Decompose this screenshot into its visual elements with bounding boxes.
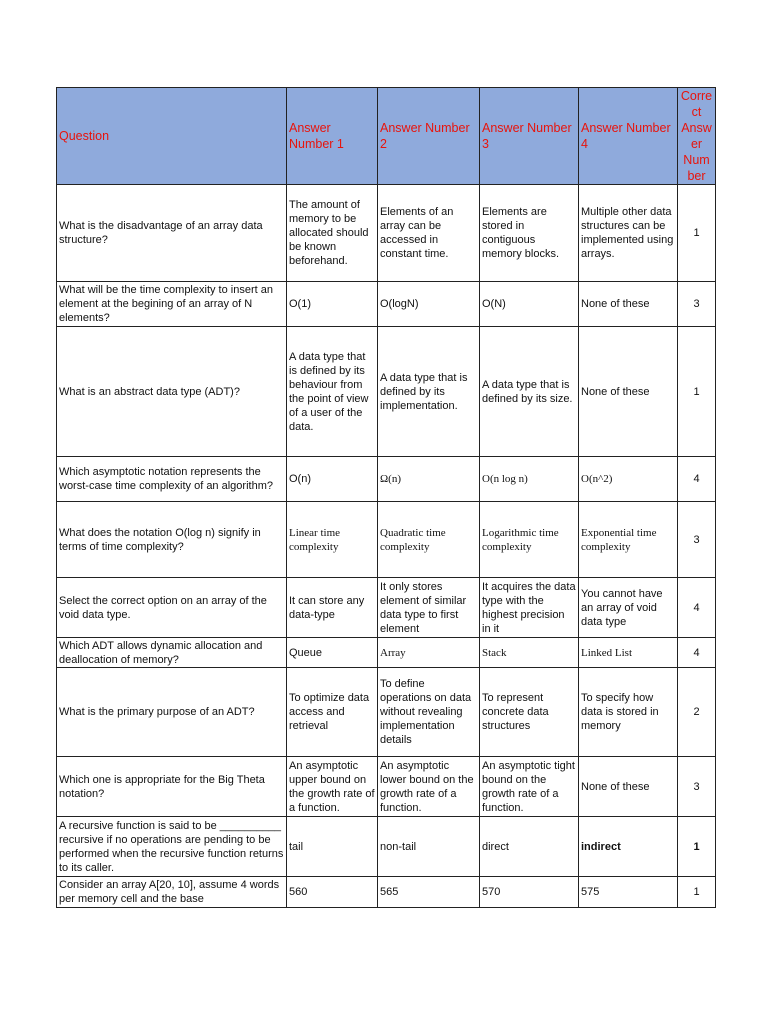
header-question: Question [57,88,287,185]
answer-2-cell: non-tail [378,817,480,877]
correct-answer-cell: 1 [678,327,716,457]
header-answer-4: Answer Number 4 [579,88,678,185]
answer-3-cell: 570 [480,877,579,908]
answer-2-cell: It only stores element of similar data type to first element [378,578,480,638]
answer-4-cell: To specify how data is stored in memory [579,668,678,757]
answer-4-cell: Multiple other data structures can be implemented using arrays. [579,185,678,282]
question-cell: Which asymptotic notation represents the worst-case time complexity of an algorithm? [57,457,287,502]
answer-1-cell: An asymptotic upper bound on the growth rate of a function. [287,757,378,817]
correct-answer-cell: 2 [678,668,716,757]
table-row [57,502,716,578]
correct-answer-cell: 1 [678,817,716,877]
answer-4-cell: None of these [579,282,678,327]
answer-3-cell: O(n log n) [480,457,579,502]
answer-1-cell: O(1) [287,282,378,327]
question-cell: Which ADT allows dynamic allocation and deallocation of memory? [57,638,287,668]
header-answer-2: Answer Number 2 [378,88,480,185]
answer-2-cell: O(logN) [378,282,480,327]
header-answer-3: Answer Number 3 [480,88,579,185]
correct-answer-cell: 3 [678,502,716,578]
header-correct-answer: Correct Answer Number [678,88,716,185]
table-row [57,668,716,757]
correct-answer-cell: 4 [678,638,716,668]
question-cell: Consider an array A[20, 10], assume 4 words per memory cell and the base [57,877,287,908]
table-row [57,457,716,502]
correct-answer-cell: 3 [678,757,716,817]
answer-3-cell: direct [480,817,579,877]
question-cell: What is the primary purpose of an ADT? [57,668,287,757]
table-row [57,877,716,908]
table-row [57,578,716,638]
answer-3-cell: Stack [480,638,579,668]
correct-answer-cell: 3 [678,282,716,327]
table-row [57,327,716,457]
answer-4-cell: 575 [579,877,678,908]
answer-1-cell: A data type that is defined by its behaviour from the point of view of a user of the data. [287,327,378,457]
answer-2-cell: Elements of an array can be accessed in constant time. [378,185,480,282]
answer-3-cell: It acquires the data type with the highest precision in it [480,578,579,638]
table-row [57,817,716,877]
answer-1-cell: 560 [287,877,378,908]
answer-1-cell: O(n) [287,457,378,502]
answer-3-cell: A data type that is defined by its size. [480,327,579,457]
quiz-table [56,87,716,908]
answer-4-cell: You cannot have an array of void data type [579,578,678,638]
answer-1-cell: Linear time complexity [287,502,378,578]
correct-answer-cell: 1 [678,185,716,282]
table-row [57,185,716,282]
table-row [57,638,716,668]
question-cell: What will be the time complexity to insert an element at the begining of an array of N elements? [57,282,287,327]
answer-4-cell: indirect [579,817,678,877]
answer-4-cell: None of these [579,327,678,457]
answer-4-cell: O(n^2) [579,457,678,502]
table-row [57,282,716,327]
answer-3-cell: Elements are stored in contiguous memory blocks. [480,185,579,282]
question-cell: A recursive function is said to be __________ recursive if no operations are pending to be performed when the recursive function returns to its caller. [57,817,287,877]
answer-2-cell: Quadratic time complexity [378,502,480,578]
answer-1-cell: It can store any data-type [287,578,378,638]
header-row [57,88,716,185]
header-answer-1: Answer Number 1 [287,88,378,185]
answer-1-cell: tail [287,817,378,877]
correct-answer-cell: 4 [678,578,716,638]
answer-3-cell: O(N) [480,282,579,327]
question-cell: What is the disadvantage of an array data structure? [57,185,287,282]
answer-4-cell: Linked List [579,638,678,668]
answer-3-cell: To represent concrete data structures [480,668,579,757]
correct-answer-cell: 1 [678,877,716,908]
table-row [57,757,716,817]
answer-1-cell: Queue [287,638,378,668]
question-cell: Select the correct option on an array of the void data type. [57,578,287,638]
answer-3-cell: Logarithmic time complexity [480,502,579,578]
answer-2-cell: 565 [378,877,480,908]
answer-2-cell: To define operations on data without revealing implementation details [378,668,480,757]
answer-2-cell: An asymptotic lower bound on the growth rate of a function. [378,757,480,817]
answer-2-cell: Array [378,638,480,668]
answer-1-cell: To optimize data access and retrieval [287,668,378,757]
answer-1-cell: The amount of memory to be allocated should be known beforehand. [287,185,378,282]
answer-2-cell: A data type that is defined by its implementation. [378,327,480,457]
correct-answer-cell: 4 [678,457,716,502]
question-cell: Which one is appropriate for the Big Theta notation? [57,757,287,817]
answer-2-cell: Ω(n) [378,457,480,502]
question-cell: What is an abstract data type (ADT)? [57,327,287,457]
answer-4-cell: None of these [579,757,678,817]
question-cell: What does the notation O(log n) signify in terms of time complexity? [57,502,287,578]
answer-4-cell: Exponential time complexity [579,502,678,578]
answer-3-cell: An asymptotic tight bound on the growth rate of a function. [480,757,579,817]
